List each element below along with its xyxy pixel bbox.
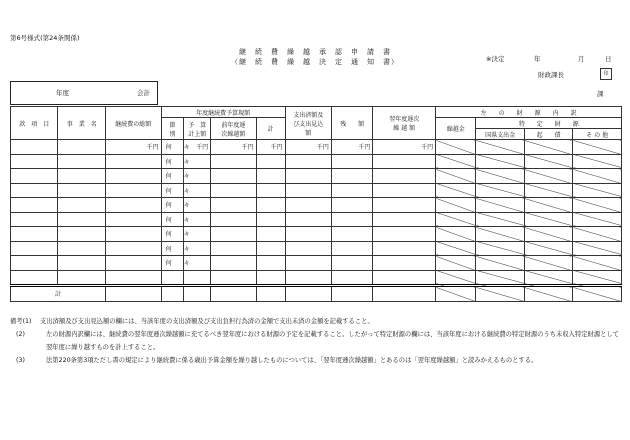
- section-label: 課: [597, 90, 604, 98]
- month-label: 月: [578, 55, 585, 63]
- diagonal-cell: [524, 256, 573, 271]
- unit-label: 千円: [256, 140, 285, 155]
- table-cell[interactable]: [256, 212, 285, 227]
- table-cell[interactable]: [373, 169, 436, 184]
- table-cell[interactable]: [211, 241, 256, 256]
- total-cell[interactable]: [184, 286, 211, 302]
- table-cell[interactable]: [331, 212, 372, 227]
- table-row: [11, 154, 622, 169]
- carryover-table: [10, 106, 622, 302]
- table-cell[interactable]: [331, 183, 372, 198]
- unit-label: 千円: [331, 140, 372, 155]
- table-cell[interactable]: [285, 198, 331, 213]
- col-other-header: そ の 他: [573, 129, 622, 140]
- table-cell[interactable]: [58, 154, 105, 169]
- table-row: [11, 256, 622, 271]
- table-cell[interactable]: [373, 198, 436, 213]
- table-row: [11, 198, 622, 213]
- total-cell-diagonal: [524, 286, 573, 302]
- table-cell[interactable]: [11, 212, 58, 227]
- table-cell[interactable]: [58, 270, 105, 286]
- form-subtitle: （継 続 費 繰 越 決 定 通 知 書）: [231, 58, 399, 66]
- diagonal-cell: [524, 212, 573, 227]
- diagonal-cell: [436, 241, 476, 256]
- section-placeholder: 何 々: [161, 212, 184, 227]
- diagonal-cell: [476, 183, 525, 198]
- table-row: [11, 140, 622, 155]
- col-budget-header: 予 算 計上額: [184, 118, 211, 140]
- total-cell[interactable]: [256, 286, 285, 302]
- total-cell-diagonal: [476, 286, 525, 302]
- diagonal-cell: [476, 256, 525, 271]
- table-cell[interactable]: [211, 169, 256, 184]
- finance-chief-label: 財政課長: [538, 71, 564, 79]
- section-placeholder: 何 々: [161, 198, 184, 213]
- section-placeholder: 何 々: [161, 256, 184, 271]
- section-placeholder: 何 々: [161, 241, 184, 256]
- table-row: [11, 212, 622, 227]
- table-cell[interactable]: [105, 270, 161, 286]
- specific-source-group-header: 特 定 財 源: [476, 118, 622, 129]
- diagonal-cell: [476, 198, 525, 213]
- diagonal-cell: [524, 198, 573, 213]
- col-section-header: 節 別: [161, 118, 184, 140]
- diagonal-cell: [436, 183, 476, 198]
- col-total-header: 継続費の総額: [105, 107, 161, 140]
- note-item: [10, 328, 620, 354]
- table-cell[interactable]: [256, 198, 285, 213]
- table-cell[interactable]: [105, 183, 161, 198]
- col-prev-carry-header: 前年度逓 次繰越額: [211, 118, 256, 140]
- col-national-header: 国県支出金: [476, 129, 525, 140]
- table-cell[interactable]: [211, 154, 256, 169]
- diagonal-cell: [436, 140, 476, 155]
- table-cell[interactable]: [256, 154, 285, 169]
- diagonal-cell: [436, 198, 476, 213]
- table-cell[interactable]: [285, 169, 331, 184]
- table-cell[interactable]: [11, 183, 58, 198]
- diagonal-cell: [524, 227, 573, 242]
- table-cell[interactable]: [58, 140, 105, 155]
- diagonal-cell: [573, 270, 622, 286]
- table-cell[interactable]: [331, 169, 372, 184]
- table-cell[interactable]: [11, 140, 58, 155]
- table-cell[interactable]: [211, 270, 256, 286]
- table-cell[interactable]: [105, 212, 161, 227]
- table-cell[interactable]: [211, 227, 256, 242]
- table-cell[interactable]: [373, 154, 436, 169]
- diagonal-cell: [573, 256, 622, 271]
- total-cell[interactable]: [161, 286, 184, 302]
- source-breakdown-group-header: 左 の 財 源 内 訳: [436, 107, 622, 118]
- notes: [10, 315, 620, 367]
- table-cell[interactable]: [11, 227, 58, 242]
- diagonal-cell: [436, 227, 476, 242]
- table-cell[interactable]: [331, 154, 372, 169]
- diagonal-cell: [436, 270, 476, 286]
- table-cell[interactable]: [105, 154, 161, 169]
- diagonal-cell: [524, 169, 573, 184]
- col-carry-total-header: 繰越金: [436, 118, 476, 140]
- note-key: (2): [16, 331, 25, 338]
- table-cell[interactable]: [11, 154, 58, 169]
- day-label: 日: [605, 55, 612, 63]
- unit-label: 千円: [184, 140, 211, 155]
- form-number: 第6号様式(第24条関係): [10, 34, 80, 42]
- table-cell[interactable]: [285, 256, 331, 271]
- diagonal-cell: [476, 140, 525, 155]
- diagonal-cell: [476, 154, 525, 169]
- diagonal-cell: [573, 241, 622, 256]
- table-cell[interactable]: [285, 212, 331, 227]
- col-project-header: 事 業 名: [58, 107, 105, 140]
- table-cell[interactable]: [161, 270, 184, 286]
- table-cell[interactable]: [285, 154, 331, 169]
- table-cell[interactable]: [105, 227, 161, 242]
- table-row: [11, 169, 622, 184]
- note-key: 備考(1): [10, 318, 32, 325]
- table-cell[interactable]: [285, 227, 331, 242]
- table-cell[interactable]: [285, 183, 331, 198]
- diagonal-cell: [573, 212, 622, 227]
- table-cell[interactable]: [373, 241, 436, 256]
- section-placeholder: 何 々: [161, 183, 184, 198]
- table-cell[interactable]: [58, 241, 105, 256]
- table-cell[interactable]: [331, 198, 372, 213]
- diagonal-cell: [573, 140, 622, 155]
- seal-mark: 印: [600, 68, 612, 80]
- table-cell[interactable]: [58, 198, 105, 213]
- section-placeholder: 何 々: [161, 140, 184, 155]
- table-cell[interactable]: [256, 256, 285, 271]
- total-cell[interactable]: [331, 286, 372, 302]
- total-cell[interactable]: [373, 286, 436, 302]
- table-cell[interactable]: [256, 270, 285, 286]
- table-cell[interactable]: [105, 198, 161, 213]
- diagonal-cell: [476, 270, 525, 286]
- table-cell[interactable]: [373, 212, 436, 227]
- form-title: 継 続 費 繰 越 承 認 申 請 書: [239, 48, 391, 56]
- diagonal-cell: [524, 154, 573, 169]
- table-cell[interactable]: [256, 241, 285, 256]
- col-expense-header: 支出済額及 び支出見込 額: [285, 107, 331, 140]
- table-cell[interactable]: [331, 241, 372, 256]
- table-cell[interactable]: [11, 169, 58, 184]
- table-cell[interactable]: [331, 256, 372, 271]
- decided-label: ※決定: [486, 55, 505, 63]
- table-cell[interactable]: [373, 183, 436, 198]
- diagonal-cell: [573, 183, 622, 198]
- diagonal-cell: [573, 154, 622, 169]
- year-label: 年: [534, 55, 541, 63]
- diagonal-cell: [524, 270, 573, 286]
- col-sum-header: 計: [256, 118, 285, 140]
- section-placeholder: 何 々: [161, 154, 184, 169]
- diagonal-cell: [573, 198, 622, 213]
- fiscal-year-label: 年度: [56, 89, 69, 97]
- col-bond-header: 起 債: [524, 129, 573, 140]
- diagonal-cell: [436, 212, 476, 227]
- note-key: (3): [16, 357, 25, 364]
- table-cell[interactable]: [58, 183, 105, 198]
- note-item: [10, 354, 620, 367]
- table-row: [11, 227, 622, 242]
- unit-label: 千円: [105, 140, 161, 155]
- table-cell[interactable]: [211, 256, 256, 271]
- diagonal-cell: [524, 241, 573, 256]
- table-cell[interactable]: [11, 270, 58, 286]
- note-text: 支出済額及び支出見込額の欄には、当該年度の支出済額及び支出負担行為済の金額で支出未済の金額を記載すること。: [40, 318, 374, 325]
- table-cell[interactable]: [331, 270, 372, 286]
- table-cell[interactable]: [285, 270, 331, 286]
- table-cell[interactable]: [256, 183, 285, 198]
- section-placeholder: 何 々: [161, 169, 184, 184]
- total-cell-diagonal: [436, 286, 476, 302]
- diagonal-cell: [476, 212, 525, 227]
- table-cell[interactable]: [256, 227, 285, 242]
- section-placeholder: 何 々: [161, 227, 184, 242]
- total-label: 計: [11, 286, 106, 302]
- table-cell[interactable]: [105, 241, 161, 256]
- unit-label: 千円: [211, 140, 256, 155]
- table-row: [11, 270, 622, 286]
- table-cell[interactable]: [373, 256, 436, 271]
- diagonal-cell: [436, 154, 476, 169]
- header-row-1: [11, 107, 622, 118]
- diagonal-cell: [476, 227, 525, 242]
- table-cell[interactable]: [373, 227, 436, 242]
- table-cell[interactable]: [11, 256, 58, 271]
- table-cell[interactable]: [331, 227, 372, 242]
- table-cell[interactable]: [184, 270, 211, 286]
- table-cell[interactable]: [58, 169, 105, 184]
- table-cell[interactable]: [211, 198, 256, 213]
- table-cell[interactable]: [105, 256, 161, 271]
- diagonal-cell: [476, 169, 525, 184]
- table-cell[interactable]: [58, 227, 105, 242]
- table-cell[interactable]: [373, 270, 436, 286]
- table-cell[interactable]: [58, 256, 105, 271]
- table-cell[interactable]: [285, 241, 331, 256]
- diagonal-cell: [573, 227, 622, 242]
- note-text: 左の財源内訳欄には、継続費の翌年度逓次繰越額に充てるべき翌年度における財源の予定を記載すること。したがって特定財源の欄には、当該年度における継続費の特定財源のうち未収入特定財源として翌年度に繰り越すものを計上すること。: [46, 331, 620, 351]
- diagonal-cell: [573, 169, 622, 184]
- diagonal-cell: [476, 241, 525, 256]
- table-cell[interactable]: [211, 212, 256, 227]
- unit-label: 千円: [285, 140, 331, 155]
- total-row: [11, 286, 622, 302]
- note-text: 法第220条第3項ただし書の規定により継続費に係る歳出予算金額を繰り越したものについては、「翌年度逓次繰越額」とあるのは「翌年度繰越額」と読みかえるものとする。: [46, 357, 538, 364]
- diagonal-cell: [524, 140, 573, 155]
- table-cell[interactable]: [105, 169, 161, 184]
- col-item-header: 款 項 目: [11, 107, 58, 140]
- table-cell[interactable]: [256, 169, 285, 184]
- diagonal-cell: [436, 169, 476, 184]
- diagonal-cell: [436, 256, 476, 271]
- table-cell[interactable]: [11, 241, 58, 256]
- current-year-group-header: 年度継続費予算現額: [161, 107, 285, 118]
- table-row: [11, 183, 622, 198]
- total-cell[interactable]: [211, 286, 256, 302]
- account-label: 会計: [137, 89, 150, 97]
- col-balance-header: 残 額: [331, 107, 372, 140]
- table-row: [11, 241, 622, 256]
- total-cell[interactable]: [285, 286, 331, 302]
- table-cell[interactable]: [11, 198, 58, 213]
- col-next-carry-header: 翌年度逓次 繰 越 額: [373, 107, 436, 140]
- fiscal-account-box: [10, 81, 158, 105]
- table-cell[interactable]: [58, 212, 105, 227]
- total-cell[interactable]: [105, 286, 161, 302]
- table-cell[interactable]: [211, 183, 256, 198]
- unit-label: 千円: [373, 140, 436, 155]
- total-cell-diagonal: [573, 286, 622, 302]
- note-item: [10, 315, 620, 328]
- diagonal-cell: [524, 183, 573, 198]
